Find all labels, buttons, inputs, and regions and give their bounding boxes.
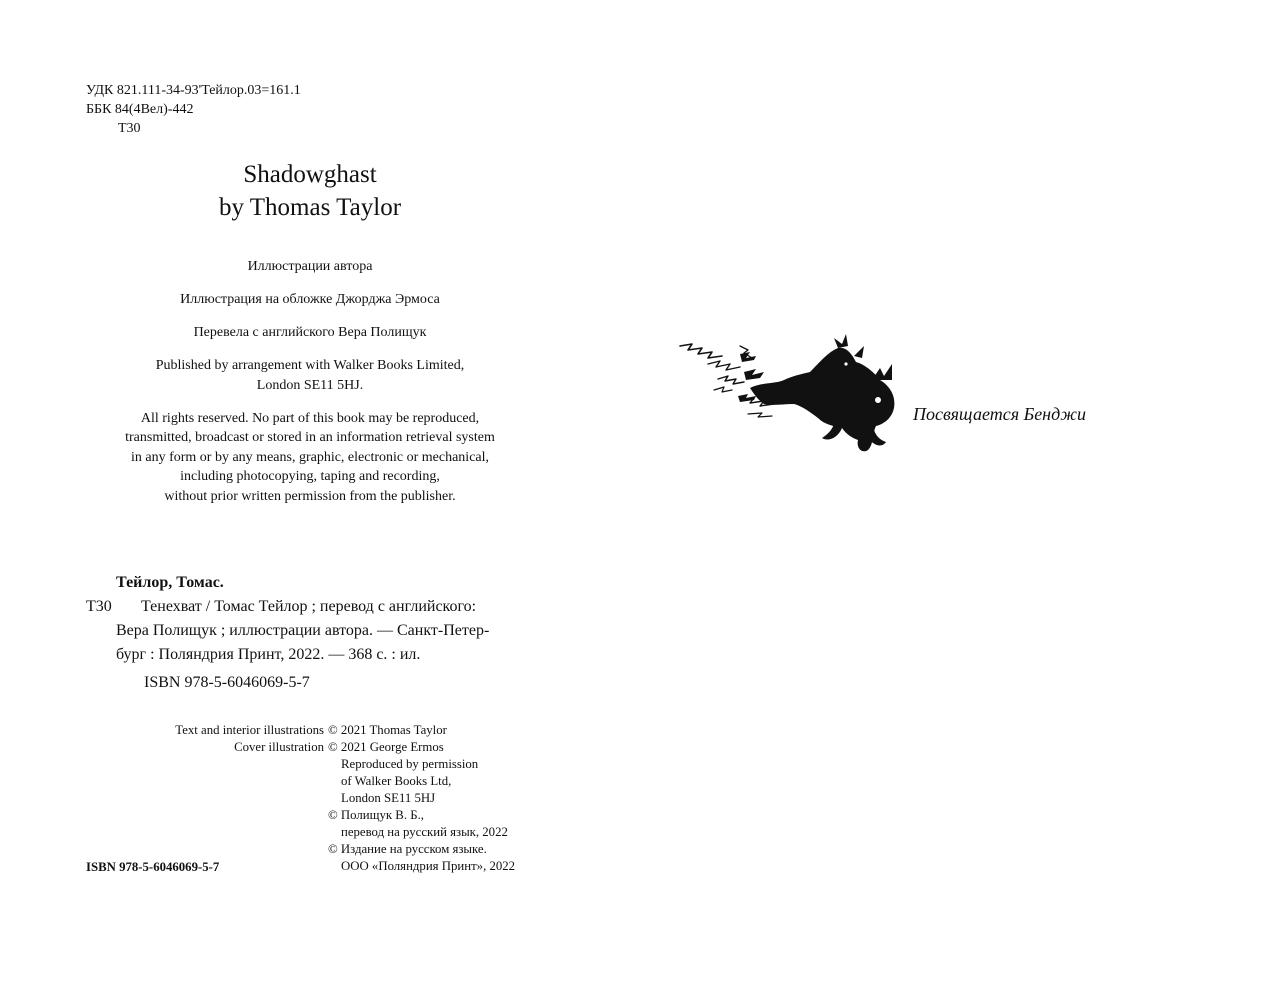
catalog-line: Вера Полищук ; иллюстрации автора. — Санкт-Петер- [116,622,490,639]
original-author: by Thomas Taylor [218,194,402,221]
copyright-row [86,722,566,739]
dedication-text: Посвящается Бенджи [913,404,1086,424]
udk-code: УДК 821.111-34-93'Тейлор.03=161.1 [86,83,301,98]
bbk-code: ББК 84(4Вел)-442 [86,102,194,117]
rights-line: in any form or by any means, graphic, electronic or mechanical, [130,449,490,465]
rights-notice [60,409,560,507]
catalog-isbn: ISBN 978-5-6046069-5-7 [144,674,310,691]
original-title: Shadowghast [243,161,377,188]
edition-copyright-continuation: ООО «Поляндрия Принт», 2022 [341,859,516,873]
publisher-notice-line: London SE11 5HJ. [256,377,364,393]
copyright-row [86,739,566,756]
catalog-author: Тейлор, Томас. [116,574,224,591]
copyright-row [86,773,566,790]
title-block [100,158,520,224]
publisher-notice [60,356,560,395]
copyright-row [86,790,566,807]
translation-copyright-value: © Полищук В. Б., [328,808,424,822]
catalog-record [86,571,546,695]
rights-line: All rights reserved. No part of this book may be reproduced, [140,410,480,426]
cover-copyright-label: Cover illustration [234,740,324,754]
translation-credit: Перевела с английского Вера Полищук [193,325,427,340]
cover-copyright-continuation: of Walker Books Ltd, [341,774,452,788]
copyright-row [86,824,566,841]
classification-block [86,81,301,138]
catalog-line: бург : Поляндрия Принт, 2022. — 368 с. : ил. [116,646,421,663]
author-index: Т30 [118,121,141,136]
shadow-creature-icon [678,334,940,456]
cover-copyright-value: © 2021 George Ermos [328,740,444,754]
copyright-block [86,722,566,875]
catalog-description [116,595,538,667]
catalog-line: Тенехват / Томас Тейлор ; перевод с английского: [141,598,477,615]
cover-credit: Иллюстрация на обложке Джорджа Эрмоса [180,292,440,307]
credits-block [60,257,560,520]
text-copyright-value: © 2021 Thomas Taylor [328,723,447,737]
copyright-row [86,807,566,824]
publisher-notice-line: Published by arrangement with Walker Books Limited, [155,358,465,373]
catalog-body [86,595,546,667]
rights-line: without prior written permission from the publisher. [164,488,456,504]
rights-line: including photocopying, taping and recording, [180,469,440,484]
catalog-index: Т30 [86,598,112,615]
text-copyright-label: Text and interior illustrations [175,723,324,737]
dedication-page [640,0,1279,989]
translation-copyright-continuation: перевод на русский язык, 2022 [341,825,508,839]
rights-line: transmitted, broadcast or stored in an information retrieval system [125,430,495,445]
illustrations-credit: Иллюстрации автора [247,259,373,274]
cover-copyright-continuation: Reproduced by permission [341,757,479,771]
copyright-row [86,756,566,773]
isbn-bottom: ISBN 978-5-6046069-5-7 [86,860,220,874]
edition-copyright-value: © Издание на русском языке. [328,842,487,856]
cover-copyright-continuation: London SE11 5HJ [341,791,436,805]
copyright-row [86,841,566,858]
